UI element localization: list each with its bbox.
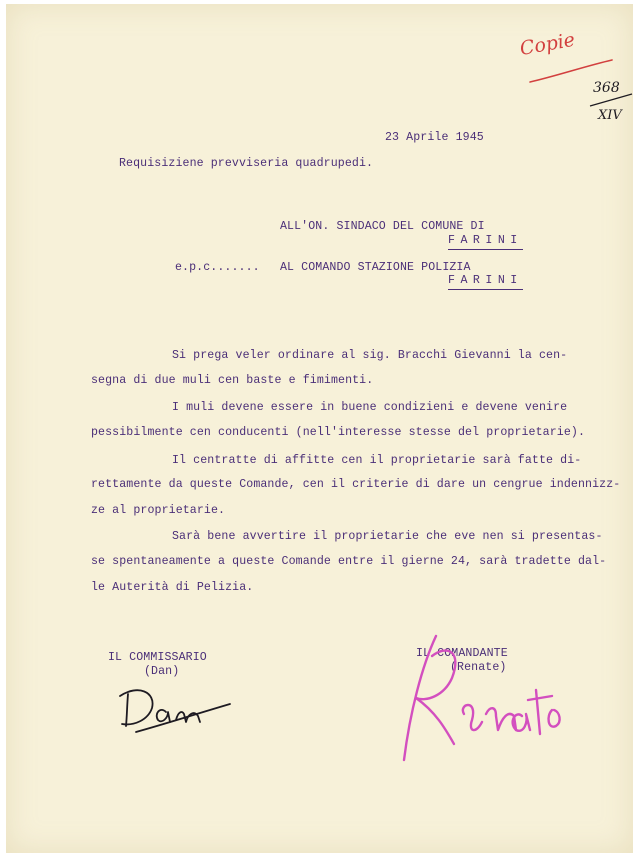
body-line: Il centratte di affitte cen il proprietarie sarà fatte di- bbox=[172, 454, 582, 467]
comandante-title: IL COMANDANTE bbox=[416, 647, 508, 660]
letter-subject: Requisiziene prevviseria quadrupedi. bbox=[119, 157, 374, 170]
recipient-mayor: ALL'ON. SINDACO DEL COMUNE DI bbox=[280, 220, 485, 233]
letter-date: 23 Aprile 1945 bbox=[385, 131, 484, 144]
body-line: rettamente da queste Comande, cen il criterie di dare un cengrue indennizz- bbox=[91, 478, 621, 491]
recipient-mayor-place: FARINI bbox=[448, 234, 523, 250]
body-line: Sarà bene avvertire il proprietarie che eve nen si presentas- bbox=[172, 530, 603, 543]
archive-divider bbox=[588, 90, 634, 110]
letter-paper bbox=[6, 4, 633, 853]
commissario-signature bbox=[110, 680, 240, 738]
comandante-name: (Renate) bbox=[450, 661, 507, 674]
body-line: ze al proprietarie. bbox=[91, 504, 226, 517]
body-line: pessibilmente cen conducenti (nell'interesse stesse del proprietarie). bbox=[91, 426, 586, 439]
archive-volume: XIV bbox=[598, 108, 622, 123]
archive-number: 368 bbox=[593, 80, 620, 96]
cc-prefix: e.p.c....... bbox=[175, 261, 260, 274]
commissario-name: (Dan) bbox=[144, 665, 180, 678]
comandante-signature bbox=[396, 626, 566, 776]
recipient-police: AL COMANDO STAZIONE POLIZIA bbox=[280, 261, 471, 274]
copie-annotation: Copie bbox=[518, 28, 577, 60]
body-line: Si prega veler ordinare al sig. Bracchi Gievanni la cen- bbox=[172, 349, 568, 362]
commissario-title: IL COMMISSARIO bbox=[108, 651, 207, 664]
body-line: I muli devene essere in buene condizieni e devene venire bbox=[172, 401, 568, 414]
body-line: segna di due muli cen baste e fimimenti. bbox=[91, 374, 374, 387]
body-line: le Auterità di Pelizia. bbox=[91, 581, 254, 594]
body-line: se spentaneamente a queste Comande entre il gierne 24, sarà tradette dal- bbox=[91, 555, 607, 568]
recipient-police-place: FARINI bbox=[448, 274, 523, 290]
